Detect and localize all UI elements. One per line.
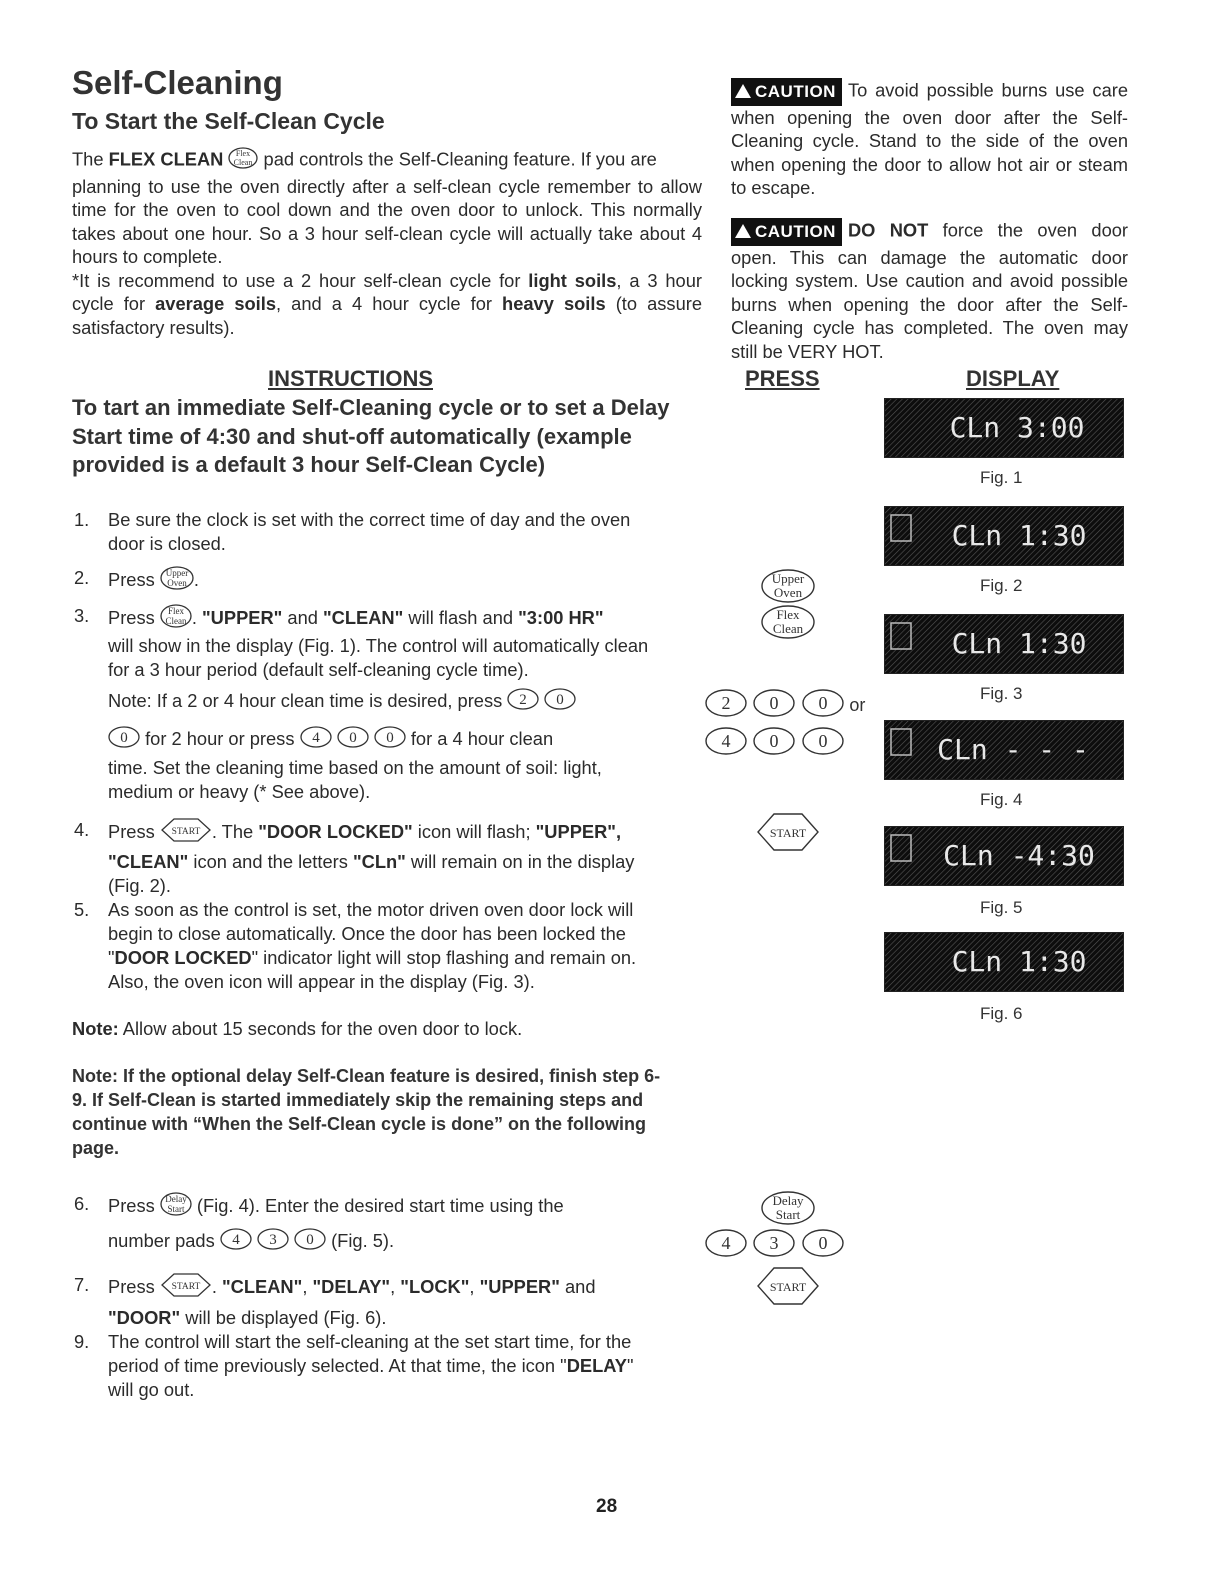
upper-oven-pad-icon <box>760 568 816 609</box>
press-column-heading: PRESS <box>745 366 820 391</box>
display-readout: CLn 1:30 <box>951 519 1087 552</box>
delay-note: Note: If the optional delay Self-Clean feature is desired, finish step 6-9. If Self-Clean is started immediately skip the remaining steps and continue with “When the Self-Clean cycle is done” on the following page. <box>72 1066 661 1158</box>
caution-badge: CAUTION <box>731 78 842 106</box>
step-9-number: 9. <box>74 1331 90 1352</box>
intro-first-line: The FLEX CLEAN Flex Clean pad controls the Self-Cleaning feature. If you are <box>72 147 702 175</box>
number-pad-2-icon <box>507 688 539 716</box>
display-readout: CLn 1:30 <box>951 945 1087 978</box>
svg-text:START: START <box>769 1280 807 1294</box>
number-pad-4-icon <box>704 1228 748 1263</box>
svg-text:4: 4 <box>232 1232 240 1248</box>
start-pad-icon <box>160 818 212 848</box>
instructions-title: To tart an immediate Self-Cleaning cycle or to set a Delay Start time of 4:30 and shut-off automatically (example provided is a default 3 hour Self-Clean Cycle) <box>72 395 670 477</box>
svg-text:0: 0 <box>556 692 565 708</box>
figure-label: Fig. 6 <box>980 1004 1023 1023</box>
delay-start-pad-icon <box>160 1192 192 1222</box>
display-readout: CLn 3:00 <box>949 411 1085 444</box>
display-figure-3 <box>884 614 1124 674</box>
start-pad-icon <box>756 1266 820 1311</box>
step-7-line2: "DOOR" will be displayed (Fig. 6). <box>108 1307 387 1328</box>
step-3-note-line2: 0 for 2 hour or press 4 0 0 for a 4 hour clean <box>108 726 553 754</box>
svg-text:4: 4 <box>311 730 320 746</box>
step-3-number: 3. <box>74 605 90 626</box>
number-pad-4-icon <box>220 1228 252 1256</box>
step-2-text: Press Upper Oven . <box>108 566 199 596</box>
svg-text:Flex: Flex <box>167 606 184 616</box>
svg-text:0: 0 <box>769 731 779 751</box>
figure-label: Fig. 1 <box>980 468 1023 487</box>
svg-text:Upper: Upper <box>771 571 805 586</box>
number-pad-0-icon <box>752 688 796 723</box>
section-subtitle: To Start the Self-Clean Cycle <box>72 108 385 134</box>
step-5-text: As soon as the control is set, the motor driven oven door lock will begin to close automatically. Once the door has been locked the "DOOR LOCKED" indicator light will stop flashing and remain on. Also, the oven icon will appear in the display (Fig. 3). <box>108 899 637 992</box>
step-6-line1: Press Delay Start (Fig. 4). Enter the desired start time using the <box>108 1192 564 1222</box>
display-readout: CLn 1:30 <box>951 627 1087 660</box>
flex-clean-pad-icon <box>228 147 258 175</box>
svg-text:Oven: Oven <box>167 578 187 588</box>
page-title: Self-Cleaning <box>72 64 283 101</box>
svg-text:Delay: Delay <box>772 1193 804 1208</box>
svg-text:0: 0 <box>818 731 828 751</box>
press-row-4-3-0 <box>704 1228 845 1263</box>
svg-text:Delay: Delay <box>165 1194 187 1204</box>
page-number: 28 <box>596 1496 618 1517</box>
step-6-number: 6. <box>74 1193 90 1214</box>
number-pad-0-icon <box>801 726 845 761</box>
flex-clean-pad-icon <box>160 604 192 634</box>
caution-block-1: CAUTION To avoid possible burns use care when opening the oven door after the Self-Cleaning cycle. Stand to the side of the oven when opening the door to allow hot air or steam to escape. <box>731 79 1128 198</box>
warning-icon <box>735 224 751 238</box>
svg-text:0: 0 <box>120 730 128 746</box>
svg-text:0: 0 <box>818 1233 828 1253</box>
display-figure-5 <box>884 826 1124 886</box>
step-1-number: 1. <box>74 509 90 530</box>
svg-text:2: 2 <box>519 692 528 708</box>
svg-text:START: START <box>171 1282 201 1292</box>
step-4-body: "CLEAN" icon and the letters "CLn" will remain on in the display (Fig. 2). <box>108 851 635 896</box>
step-3-line1: Press Flex Clean . "UPPER" and "CLEAN" will flash and "3:00 HR" <box>108 604 604 634</box>
svg-text:0: 0 <box>348 730 357 746</box>
svg-text:Upper: Upper <box>165 568 189 578</box>
number-pad-3-icon <box>752 1228 796 1263</box>
svg-text:START: START <box>769 826 807 840</box>
step-4-number: 4. <box>74 819 90 840</box>
number-pad-4-icon <box>704 726 748 761</box>
delay-start-pad-icon <box>760 1190 816 1231</box>
or-label: or <box>849 695 866 715</box>
number-pad-0-icon <box>801 1228 845 1263</box>
instructions-heading: INSTRUCTIONS <box>268 366 433 391</box>
svg-text:Start: Start <box>167 1204 185 1214</box>
number-pad-0-icon <box>337 726 369 754</box>
svg-text:Start: Start <box>775 1207 801 1222</box>
svg-text:Clean: Clean <box>165 616 187 626</box>
svg-text:4: 4 <box>721 731 731 751</box>
display-figure-1 <box>884 398 1124 458</box>
step-7-number: 7. <box>74 1274 90 1295</box>
display-figure-4 <box>884 720 1124 780</box>
figure-label: Fig. 5 <box>980 898 1023 917</box>
step-4-line1: Press START . The "DOOR LOCKED" icon will flash; "UPPER", <box>108 818 621 848</box>
warning-icon <box>735 84 751 98</box>
number-pad-0-icon <box>108 726 140 754</box>
flex-clean-pad-icon <box>760 604 816 645</box>
number-pad-3-icon <box>257 1228 289 1256</box>
svg-text:0: 0 <box>769 693 779 713</box>
step-6-line2: number pads 4 3 0 (Fig. 5). <box>108 1228 394 1256</box>
display-readout: CLn - - - <box>937 733 1089 766</box>
figure-label: Fig. 3 <box>980 684 1023 703</box>
svg-text:Clean: Clean <box>772 621 804 636</box>
svg-text:START: START <box>171 827 201 837</box>
number-pad-0-icon <box>544 688 576 716</box>
svg-text:Flex: Flex <box>776 607 800 622</box>
display-figure-6 <box>884 932 1124 992</box>
intro-recommendation: *It is recommend to use a 2 hour self-clean cycle for light soils, a 3 hour cycle for average soils, and a 4 hour cycle for heavy soils (to assure satisfactory results). <box>72 269 702 338</box>
number-pad-2-icon <box>704 688 748 723</box>
step-3-body: will show in the display (Fig. 1). The control will automatically clean for a 3 hour period (default self-cleaning cycle time). <box>108 635 649 680</box>
svg-text:0: 0 <box>386 730 394 746</box>
svg-text:2: 2 <box>721 693 731 713</box>
figure-label: Fig. 2 <box>980 576 1023 595</box>
svg-text:Flex: Flex <box>236 149 251 158</box>
svg-text:4: 4 <box>721 1233 731 1253</box>
display-readout: CLn -4:30 <box>943 839 1095 872</box>
caution-badge: CAUTION <box>731 218 842 246</box>
start-pad-icon <box>160 1273 212 1303</box>
display-figure-2 <box>884 506 1124 566</box>
step-3-note-body: time. Set the cleaning time based on the amount of soil: light, medium or heavy (* See above). <box>108 757 602 802</box>
intro-body: planning to use the oven directly after a self-clean cycle remember to allow time for the oven to cool down and the oven door to unlock. This normally takes about one hour. So a 3 hour self-clean cycle will actually take about 4 hours to complete. <box>72 175 702 267</box>
number-pad-0-icon <box>294 1228 326 1256</box>
start-pad-icon <box>756 812 820 857</box>
number-pad-0-icon <box>801 688 845 723</box>
number-pad-0-icon <box>752 726 796 761</box>
figure-label: Fig. 4 <box>980 790 1023 809</box>
step-5-number: 5. <box>74 899 90 920</box>
step-3-note-line: Note: If a 2 or 4 hour clean time is desired, press 2 0 <box>108 688 576 716</box>
svg-text:0: 0 <box>306 1232 314 1248</box>
upper-oven-pad-icon <box>160 566 194 596</box>
display-column-heading: DISPLAY <box>966 366 1060 391</box>
lock-note: Note: Allow about 15 seconds for the oven door to lock. <box>72 1018 523 1039</box>
svg-text:3: 3 <box>769 1233 779 1253</box>
flex-clean-label: FLEX CLEAN <box>108 148 224 170</box>
press-row-2-0-0 <box>704 688 865 723</box>
svg-text:3: 3 <box>269 1232 277 1248</box>
svg-text:Clean: Clean <box>234 158 253 167</box>
caution-block-2: CAUTION DO NOT force the oven door open. This can damage the automatic door locking system. Use caution and avoid possible burns when opening the door after the Self-Cleaning cycle has completed. The oven may still be VERY HOT. <box>731 219 1128 362</box>
step-9-text: The control will start the self-cleaning at the set start time, for the period of time previously selected. At that time, the icon "DELAY" will go out. <box>108 1331 634 1400</box>
svg-text:0: 0 <box>818 693 828 713</box>
number-pad-0-icon <box>374 726 406 754</box>
step-2-number: 2. <box>74 567 90 588</box>
intro-paragraph <box>72 147 702 339</box>
number-pad-4-icon <box>300 726 332 754</box>
svg-text:Oven: Oven <box>773 585 803 600</box>
step-1-text: Be sure the clock is set with the correct time of day and the oven door is closed. <box>108 509 631 554</box>
press-row-4-0-0 <box>704 726 845 761</box>
step-7-line1: Press START . "CLEAN", "DELAY", "LOCK", "UPPER" and <box>108 1273 596 1303</box>
